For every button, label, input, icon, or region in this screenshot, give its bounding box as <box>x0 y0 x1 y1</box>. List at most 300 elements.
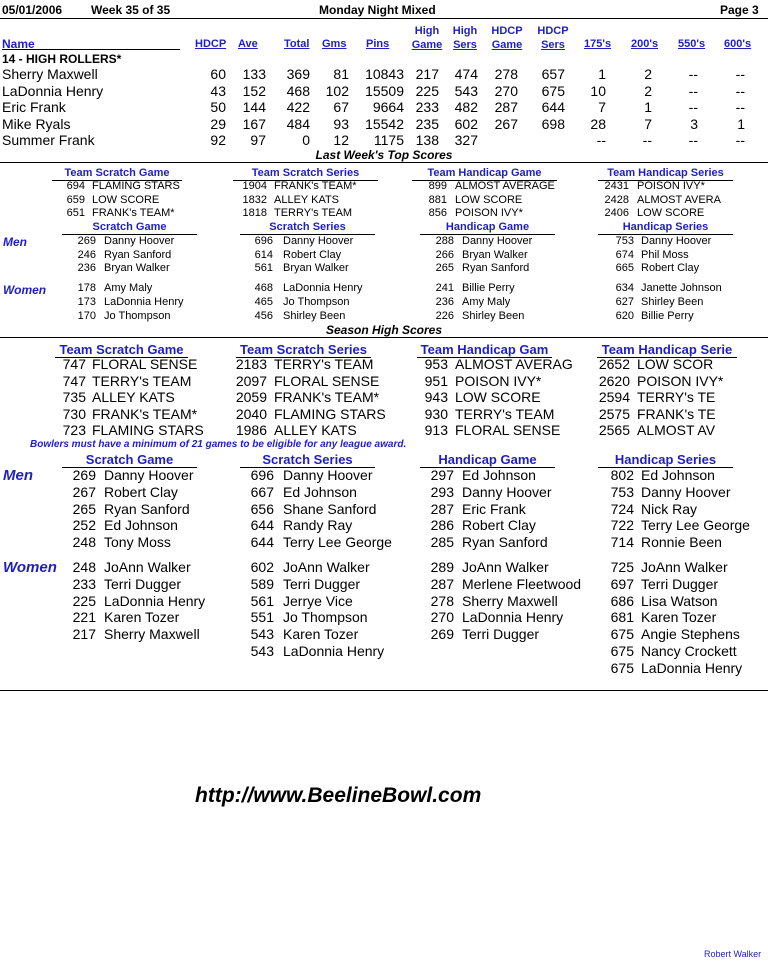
score-value: 252 <box>72 517 96 534</box>
bowler-name: FRANK's TE <box>637 405 716 422</box>
column-heading: Scratch Game <box>62 452 197 468</box>
score-value: 2183 <box>235 356 267 372</box>
bowler-gms: 93 <box>333 115 349 132</box>
bowler-name: JoAnn Walker <box>104 559 191 575</box>
bowler-c600: -- <box>735 66 745 82</box>
report-week: Week 35 of 35 <box>91 3 171 17</box>
col-hdcp-game-line1: HDCP <box>491 25 523 37</box>
score-value: 551 <box>250 609 274 626</box>
bowler-c600: -- <box>735 99 745 115</box>
bowler-c600: -- <box>735 132 745 148</box>
bowler-name: Phil Moss <box>641 248 689 261</box>
score-value: 297 <box>430 467 454 483</box>
score-value: 589 <box>250 575 274 592</box>
bowler-c175: 1 <box>598 66 606 82</box>
score-value: 246 <box>77 248 96 261</box>
bowler-gms: 102 <box>325 82 349 99</box>
column-heading: Team Scratch Series <box>233 167 378 181</box>
col-gms: Gms <box>322 38 347 50</box>
column-heading: Team Scratch Game <box>55 342 188 358</box>
score-value: 2620 <box>598 372 630 389</box>
bowler-name: ALMOST AVERAGE <box>455 180 555 192</box>
bowler-name: JoAnn Walker <box>283 559 370 575</box>
col-pins: Pins <box>366 38 390 50</box>
bowler-name: Ed Johnson <box>104 517 178 534</box>
bowler-hs: 482 <box>454 99 478 115</box>
column-heading: Handicap Series <box>598 452 733 468</box>
bowler-name: Nick Ray <box>641 500 698 517</box>
bowler-name: Terry Lee George <box>283 534 392 551</box>
bowler-name: ALMOST AVERAG <box>455 356 573 372</box>
bowler-name: Karen Tozer <box>104 609 180 626</box>
bowler-name: FRANK's TEAM* <box>92 207 175 219</box>
score-value: 899 <box>428 180 447 192</box>
bowler-name: FLORAL SENSE <box>92 356 198 372</box>
bowler-name: LOW SCORE <box>455 389 541 406</box>
score-value: 674 <box>615 248 634 261</box>
bowler-c175: -- <box>596 132 606 148</box>
bowler-pins: 15509 <box>365 82 404 99</box>
score-value: 236 <box>77 262 96 274</box>
bowler-name: ALMOST AV <box>637 422 716 439</box>
bowler-name: Ryan Sanford <box>104 248 172 261</box>
bowler-name: ALMOST AVERA <box>637 193 721 206</box>
column-heading: Scratch Series <box>240 452 375 468</box>
score-value: 681 <box>610 609 634 626</box>
score-value: 747 <box>62 356 86 372</box>
bowler-c200: 1 <box>644 99 652 115</box>
score-value: 724 <box>610 500 634 517</box>
bowler-c175: 28 <box>590 115 606 132</box>
score-value: 236 <box>435 296 454 308</box>
eligibility-note: Bowlers must have a minimum of 21 games to be eligible for any league award. <box>30 439 407 450</box>
score-value: 170 <box>77 310 96 322</box>
bowler-name: Amy Maly <box>104 282 153 294</box>
col-hdcp-sers-line1: HDCP <box>537 25 569 37</box>
col-high-sers-line2: Sers <box>453 39 477 51</box>
column-heading: Scratch Game <box>62 221 197 235</box>
bowler-ave: 133 <box>242 66 266 82</box>
col-high-sers-line1: High <box>452 25 478 37</box>
score-value: 269 <box>77 235 96 247</box>
score-value: 286 <box>430 517 454 534</box>
bowler-name: Shirley Been <box>641 296 704 308</box>
bowler-name: Danny Hoover <box>283 235 354 247</box>
bowler-name: Robert Clay <box>462 517 536 534</box>
bowler-name: Sherry Maxwell <box>104 626 200 643</box>
bowler-name: Ryan Sanford <box>104 500 190 517</box>
bowler-hg: 235 <box>415 115 439 132</box>
league-name: Monday Night Mixed <box>319 3 436 17</box>
women-label: Women <box>3 559 57 576</box>
season-divider <box>0 337 768 338</box>
bowler-name: FRANK's TEAM* <box>274 180 357 192</box>
score-value: 753 <box>615 235 634 247</box>
score-value: 627 <box>615 296 634 308</box>
bowler-name: FRANK's TEAM* <box>92 405 198 422</box>
bowler-name: POISON IVY* <box>637 372 724 389</box>
bowler-c550: -- <box>688 82 698 99</box>
header-divider <box>0 18 768 19</box>
bowler-name: Ryan Sanford <box>462 262 530 274</box>
score-value: 269 <box>430 626 454 643</box>
score-value: 747 <box>62 372 86 389</box>
column-heading: Team Scratch Game <box>52 167 182 181</box>
score-value: 543 <box>250 643 274 659</box>
bowler-name: Danny Hoover <box>283 467 373 483</box>
bowler-name: Terri Dugger <box>104 575 182 592</box>
bowler-name: TERRY's TE <box>637 389 716 406</box>
score-value: 561 <box>250 592 274 609</box>
bowler-name: ALLEY KATS <box>92 389 175 406</box>
score-value: 465 <box>254 296 273 308</box>
bowler-name: Danny Hoover <box>462 235 533 247</box>
col-175s: 175's <box>584 38 612 50</box>
score-value: 221 <box>72 609 96 626</box>
score-value: 951 <box>424 372 448 389</box>
bowler-name: Shane Sanford <box>283 500 377 517</box>
bowler-hcs: 657 <box>541 66 565 82</box>
score-value: 659 <box>66 193 85 206</box>
bowler-hdcp: 92 <box>210 132 226 148</box>
bowler-c200: -- <box>642 132 652 148</box>
bowler-name: Bryan Walker <box>104 262 170 274</box>
score-value: 2594 <box>598 389 630 406</box>
bowler-hcg: 287 <box>494 99 518 115</box>
bowler-name: TERRY's TEAM <box>274 356 374 372</box>
score-value: 270 <box>430 609 454 626</box>
column-heading: Team Handicap Serie <box>597 342 737 358</box>
bowler-name: LaDonnia Henry <box>462 609 564 626</box>
bowler-gms: 12 <box>333 132 349 148</box>
bowler-name: Jo Thompson <box>283 609 368 626</box>
bowler-name: LaDonnia Henry <box>104 592 206 609</box>
col-high-game-line1: High <box>414 25 440 37</box>
score-value: 725 <box>610 559 634 575</box>
score-value: 248 <box>72 534 96 551</box>
bowler-hcg: 270 <box>494 82 518 99</box>
bowler-name: Terri Dugger <box>283 575 361 592</box>
bowler-name: Terri Dugger <box>462 626 540 643</box>
bowler-name: POISON IVY* <box>455 372 542 389</box>
score-value: 265 <box>435 262 454 274</box>
bowler-gms: 81 <box>333 66 349 82</box>
score-value: 644 <box>250 534 274 551</box>
bowler-name: POISON IVY* <box>637 180 705 192</box>
score-value: 266 <box>435 248 454 261</box>
bowler-name: Eric Frank <box>2 99 66 115</box>
bowler-name: FLAMING STARS <box>274 405 386 422</box>
bowler-name: Janette Johnson <box>641 282 722 294</box>
bowler-total: 468 <box>286 82 310 99</box>
score-value: 248 <box>72 559 96 575</box>
bowler-name: Bryan Walker <box>283 262 349 274</box>
bowler-name: Bryan Walker <box>462 248 528 261</box>
bowler-name: Ed Johnson <box>283 483 357 500</box>
score-value: 285 <box>430 534 454 551</box>
bowler-name: Danny Hoover <box>104 467 194 483</box>
bowler-hs: 327 <box>454 132 478 148</box>
score-value: 656 <box>250 500 274 517</box>
score-value: 697 <box>610 575 634 592</box>
bowler-c200: 2 <box>644 66 652 82</box>
column-heading: Team Handicap Series <box>598 167 733 181</box>
score-value: 930 <box>424 405 448 422</box>
score-value: 602 <box>250 559 274 575</box>
score-value: 278 <box>430 592 454 609</box>
bowler-name: Ed Johnson <box>641 467 715 483</box>
col-hdcp: HDCP <box>195 38 227 50</box>
score-value: 241 <box>435 282 454 294</box>
bowler-name: TERRY's TEAM <box>455 405 555 422</box>
score-value: 1818 <box>242 207 267 219</box>
women-label: Women <box>3 283 47 297</box>
score-value: 2428 <box>604 193 629 206</box>
score-value: 686 <box>610 592 634 609</box>
col-hdcp-sers <box>533 24 573 52</box>
bowler-name: FLAMING STARS <box>92 180 180 192</box>
bowler-hg: 217 <box>415 66 439 82</box>
bowler-ave: 144 <box>242 99 266 115</box>
bowler-name: Randy Ray <box>283 517 353 534</box>
col-high-game-line2: Game <box>411 39 443 51</box>
score-value: 675 <box>610 626 634 643</box>
bowler-name: LaDonnia Henry <box>104 296 184 308</box>
col-550s: 550's <box>678 38 706 50</box>
score-value: 943 <box>424 389 448 406</box>
bowler-pins: 9664 <box>372 99 404 115</box>
bowler-name: Danny Hoover <box>104 235 175 247</box>
score-value: 614 <box>254 248 273 261</box>
bowler-name: TERRY's TEAM <box>274 207 353 219</box>
bowler-name: Danny Hoover <box>641 235 712 247</box>
men-label: Men <box>3 235 27 249</box>
score-value: 714 <box>610 534 634 551</box>
score-value: 226 <box>435 310 454 322</box>
bowler-name: Robert Clay <box>641 262 700 274</box>
score-value: 2040 <box>235 405 267 422</box>
score-value: 802 <box>610 467 634 483</box>
bowler-name: JoAnn Walker <box>462 559 549 575</box>
bowler-c175: 10 <box>590 82 606 99</box>
score-value: 233 <box>72 575 96 592</box>
score-value: 288 <box>435 235 454 247</box>
score-value: 723 <box>62 422 86 439</box>
bowler-name: Terri Dugger <box>641 575 719 592</box>
score-value: 468 <box>254 282 273 294</box>
bowler-name: Mike Ryals <box>2 115 71 132</box>
bowler-c550: -- <box>688 66 698 82</box>
bowler-name: LOW SCORE <box>92 193 160 206</box>
col-ave: Ave <box>238 38 258 50</box>
bowler-hcg: 278 <box>494 66 518 82</box>
bowler-hcs: 644 <box>541 99 565 115</box>
bowler-c550: 3 <box>690 115 698 132</box>
score-value: 1986 <box>235 422 267 439</box>
bowler-total: 369 <box>286 66 310 82</box>
bowler-name: LaDonnia Henry <box>283 282 363 294</box>
bowler-name: LaDonnia Henry <box>641 659 743 676</box>
score-value: 2652 <box>598 356 630 372</box>
score-value: 178 <box>77 282 96 294</box>
bowler-c600: -- <box>735 82 745 99</box>
score-value: 2406 <box>604 207 629 219</box>
website-url[interactable]: http://www.BeelineBowl.com <box>195 784 482 807</box>
bowler-name: Ronnie Been <box>641 534 722 551</box>
score-value: 543 <box>250 626 274 643</box>
bowler-c550: -- <box>688 132 698 148</box>
bowler-row <box>0 132 768 148</box>
bowler-pins: 1175 <box>373 132 404 148</box>
bowler-name: Jo Thompson <box>283 296 350 308</box>
bowler-ave: 152 <box>242 82 266 99</box>
bowler-hg: 138 <box>415 132 439 148</box>
last-week-title: Last Week's Top Scores <box>315 148 453 162</box>
bowler-total: 0 <box>302 132 310 148</box>
bowler-name: FLAMING STARS <box>92 422 204 439</box>
bowler-ave: 97 <box>250 132 266 148</box>
bowler-name: Tony Moss <box>104 534 171 551</box>
score-value: 730 <box>62 405 86 422</box>
score-value: 620 <box>615 310 634 322</box>
bowler-name: LOW SCOR <box>637 356 714 372</box>
bowler-name: Karen Tozer <box>641 609 717 626</box>
bowler-row <box>0 99 768 115</box>
score-value: 2575 <box>598 405 630 422</box>
score-value: 913 <box>424 422 448 439</box>
score-value: 225 <box>72 592 96 609</box>
score-value: 722 <box>610 517 634 534</box>
bowler-name: Billie Perry <box>462 282 515 294</box>
bowler-name: Eric Frank <box>462 500 526 517</box>
col-high-sers <box>448 24 482 52</box>
col-high-game <box>410 24 444 52</box>
column-heading: Team Handicap Game <box>412 167 557 181</box>
bowler-c200: 7 <box>644 115 652 132</box>
page-number: Page 3 <box>720 3 759 17</box>
score-value: 675 <box>610 643 634 659</box>
bowler-name: Danny Hoover <box>462 483 552 500</box>
bowler-name: Amy Maly <box>462 296 511 308</box>
bowler-hdcp: 29 <box>210 115 226 132</box>
score-value: 217 <box>72 626 96 643</box>
bowler-name: LOW SCORE <box>455 193 523 206</box>
score-value: 1832 <box>242 193 267 206</box>
bowler-c550: -- <box>688 99 698 115</box>
bowler-gms: 67 <box>333 99 349 115</box>
score-value: 634 <box>615 282 634 294</box>
column-heading: Handicap Series <box>598 221 733 235</box>
score-value: 644 <box>250 517 274 534</box>
score-value: 2565 <box>598 422 630 439</box>
score-value: 696 <box>250 467 274 483</box>
men-label: Men <box>3 467 33 484</box>
bowler-total: 484 <box>286 115 310 132</box>
col-hdcp-game <box>487 24 527 52</box>
score-value: 735 <box>62 389 86 406</box>
score-value: 561 <box>254 262 273 274</box>
bowler-name: Merlene Fleetwood <box>462 575 582 592</box>
score-value: 287 <box>430 500 454 517</box>
column-heading: Scratch Series <box>240 221 375 235</box>
bowler-name: Shirley Been <box>462 310 525 322</box>
bowler-name: POISON IVY* <box>455 207 523 219</box>
bowler-row <box>0 83 768 99</box>
bowler-hcs: 675 <box>541 82 565 99</box>
score-value: 675 <box>610 659 634 676</box>
bowler-name: Jerrye Vice <box>283 592 353 609</box>
bowler-name: Billie Perry <box>641 310 694 322</box>
col-name: Name <box>2 37 35 51</box>
bowler-name: JoAnn Walker <box>641 559 728 575</box>
score-value: 293 <box>430 483 454 500</box>
bowler-name: Angie Stephens <box>641 626 740 643</box>
last-week-divider <box>0 162 768 163</box>
bowler-hg: 225 <box>415 82 439 99</box>
score-value: 2431 <box>604 180 629 192</box>
bowler-row <box>0 66 768 82</box>
score-value: 173 <box>77 296 96 308</box>
report-date: 05/01/2006 <box>2 3 63 17</box>
bowler-hdcp: 60 <box>210 66 226 82</box>
bowler-row <box>0 116 768 132</box>
bowler-name: LOW SCORE <box>637 207 705 219</box>
bowler-pins: 15542 <box>365 115 404 132</box>
bowler-c600: 1 <box>737 115 745 132</box>
bowler-hs: 474 <box>454 66 478 82</box>
bowler-name: Jo Thompson <box>104 310 171 322</box>
bowler-name: Nancy Crockett <box>641 643 737 659</box>
column-heading: Team Scratch Series <box>236 342 371 358</box>
bowler-name: Karen Tozer <box>283 626 359 643</box>
col-200s: 200's <box>631 38 659 50</box>
col-hdcp-game-line2: Game <box>491 39 523 51</box>
score-value: 269 <box>72 467 96 483</box>
bowler-total: 422 <box>286 99 310 115</box>
bowler-name: Terry Lee George <box>641 517 750 534</box>
footer-divider <box>0 690 768 691</box>
score-value: 665 <box>615 262 634 274</box>
bowler-name: Ryan Sanford <box>462 534 548 551</box>
score-value: 667 <box>250 483 274 500</box>
bowler-pins: 10843 <box>365 66 404 82</box>
score-value: 856 <box>428 207 447 219</box>
score-value: 265 <box>72 500 96 517</box>
score-value: 1904 <box>242 180 267 192</box>
author-credit: Robert Walker <box>704 949 762 959</box>
col-total: Total <box>284 38 310 50</box>
bowler-name: ALLEY KATS <box>274 193 340 206</box>
bowler-name: Danny Hoover <box>641 483 731 500</box>
bowler-name: Robert Clay <box>283 248 342 261</box>
column-heading: Handicap Game <box>420 221 555 235</box>
bowler-name: Sherry Maxwell <box>2 66 98 82</box>
bowler-name: Ed Johnson <box>462 467 536 483</box>
bowler-name: Robert Clay <box>104 483 178 500</box>
bowler-hdcp: 50 <box>210 99 226 115</box>
column-heading: Team Handicap Gam <box>417 342 552 358</box>
bowler-c175: 7 <box>598 99 606 115</box>
bowler-hs: 543 <box>454 82 478 99</box>
season-title: Season High Scores <box>325 323 443 337</box>
bowler-hdcp: 43 <box>210 82 226 99</box>
score-value: 289 <box>430 559 454 575</box>
score-value: 267 <box>72 483 96 500</box>
bowler-name: FLORAL SENSE <box>274 372 380 389</box>
score-value: 953 <box>424 356 448 372</box>
bowler-name: Lisa Watson <box>641 592 718 609</box>
bowler-hg: 233 <box>415 99 439 115</box>
